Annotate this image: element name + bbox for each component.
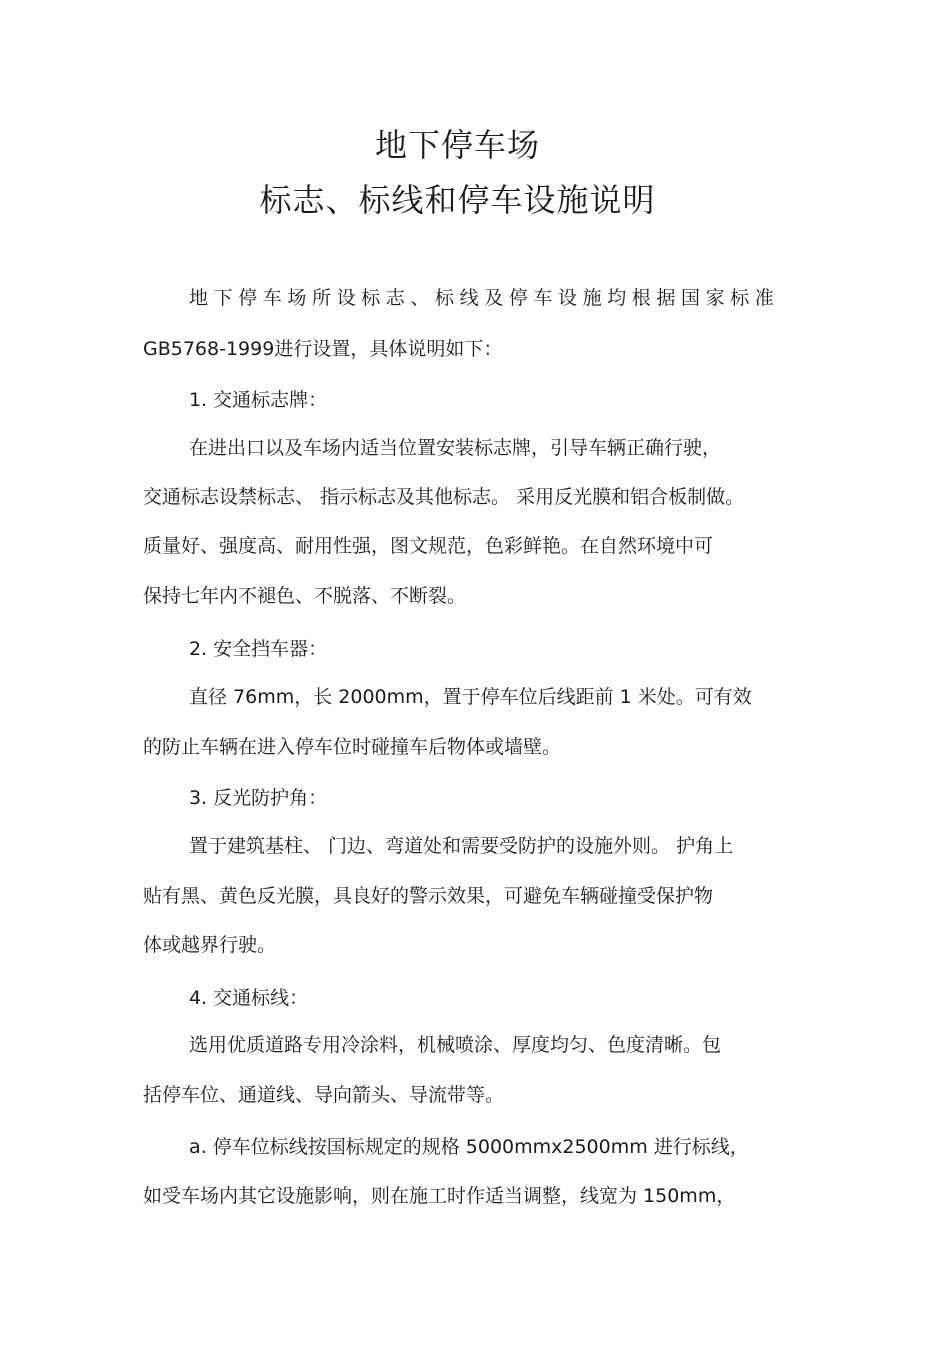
paragraph-corner-guards-line-2: 贴有黑、黄色反光膜，具良好的警示效果，可避免车辆碰撞受保护物 <box>143 885 714 907</box>
document-title-line-2: 标志、标线和停车设施说明 <box>259 181 656 219</box>
paragraph-signs-line-2: 交通标志设禁标志、 指示标志及其他标志。 采用反光膜和铝合板制做。 <box>143 486 745 508</box>
paragraph-intro-line-2: GB5768-1999进行设置，具体说明如下： <box>143 338 503 360</box>
paragraph-road-markings-line-2: 括停车位、通道线、导向箭头、导流带等。 <box>143 1084 505 1106</box>
paragraph-parking-space-line-1: a. 停车位标线按国标规定的规格 5000mmx2500mm 进行标线， <box>189 1136 749 1158</box>
section-heading-wheel-stops: 2. 安全挡车器： <box>189 638 328 660</box>
section-heading-road-markings: 4. 交通标线： <box>189 987 309 1009</box>
paragraph-signs-line-4: 保持七年内不褪色、不脱落、不断裂。 <box>143 585 467 607</box>
paragraph-parking-space-line-2: 如受车场内其它设施影响，则在施工时作适当调整，线宽为 150mm， <box>143 1185 736 1207</box>
paragraph-corner-guards-line-3: 体或越界行驶。 <box>143 934 277 956</box>
section-heading-corner-guards: 3. 反光防护角： <box>189 787 328 809</box>
section-heading-traffic-signs: 1. 交通标志牌： <box>189 389 328 411</box>
paragraph-signs-line-1: 在进出口以及车场内适当位置安装标志牌，引导车辆正确行驶， <box>189 437 722 459</box>
paragraph-corner-guards-line-1: 置于建筑基柱、 门边、弯道处和需要受防护的设施外则。 护角上 <box>189 835 734 857</box>
paragraph-wheel-stops-line-1: 直径 76mm，长 2000mm，置于停车位后线距前 1 米处。可有效 <box>189 686 752 708</box>
paragraph-wheel-stops-line-2: 的防止车辆在进入停车位时碰撞车后物体或墙壁。 <box>143 736 562 758</box>
document-title-line-1: 地下停车场 <box>374 126 540 164</box>
paragraph-intro-line-1: 地下停车场所设标志、标线及停车设施均根据国家标准 <box>189 287 780 309</box>
paragraph-signs-line-3: 质量好、强度高、耐用性强，图文规范，色彩鲜艳。在自然环境中可 <box>143 535 714 557</box>
paragraph-road-markings-line-1: 选用优质道路专用冷涂料，机械喷涂、厚度均匀、色度清晰。包 <box>189 1034 722 1056</box>
